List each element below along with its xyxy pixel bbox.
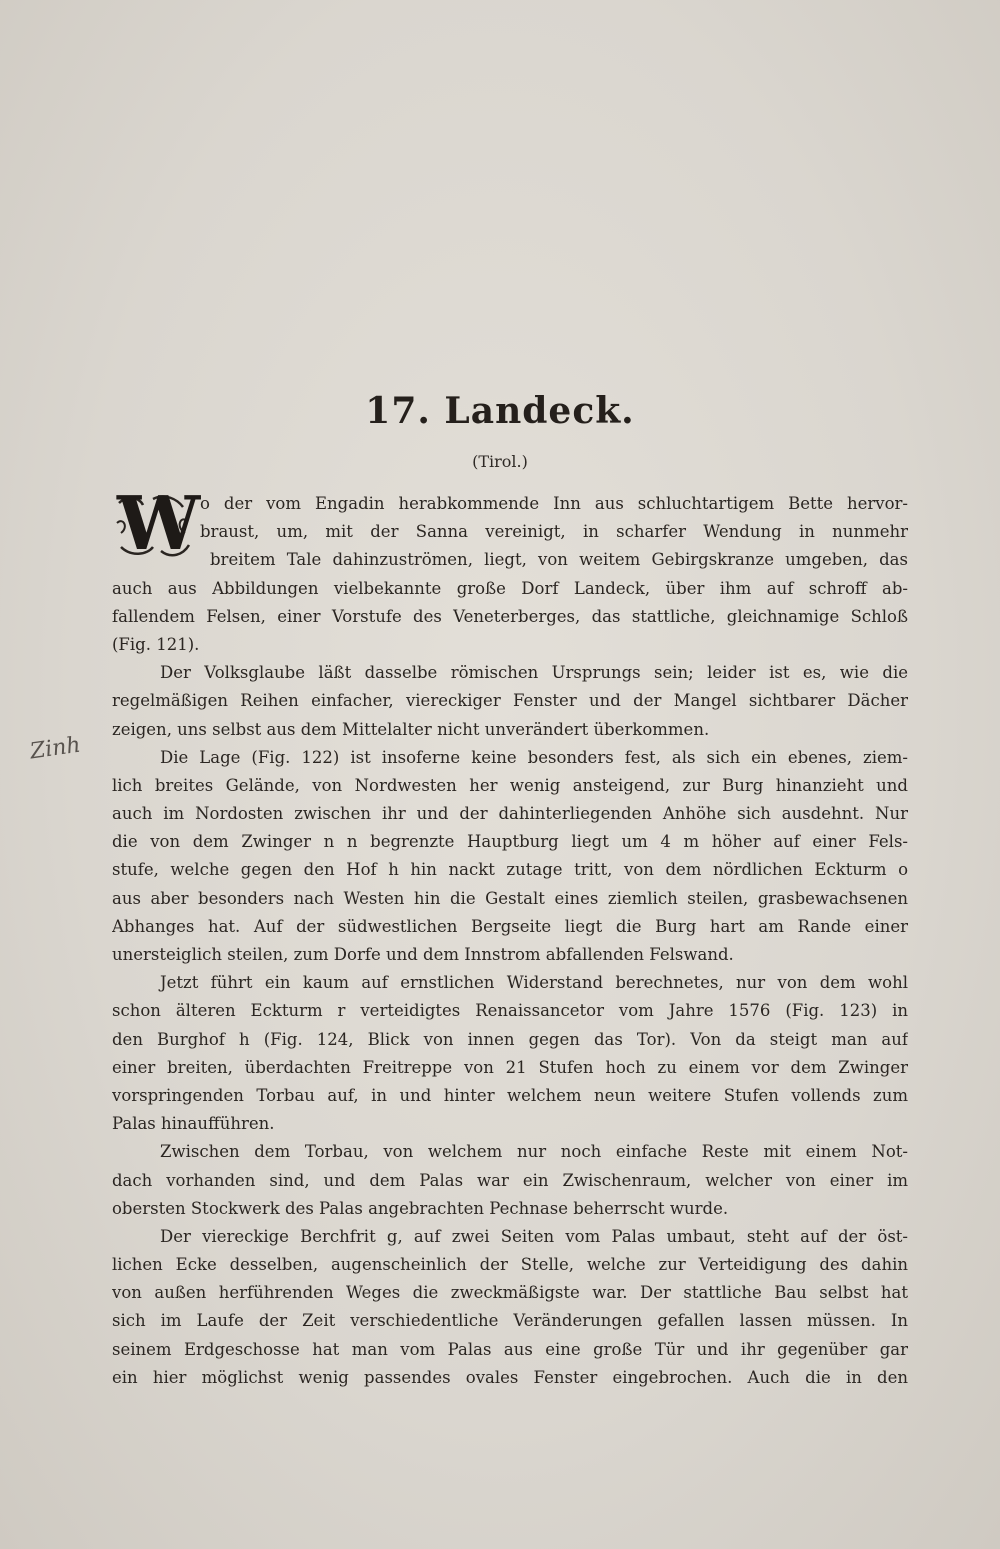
- text-line: die von dem Zwinger n n begrenzte Hauptburg liegt um 4 m höher auf einer Fels-: [112, 832, 908, 852]
- text-line: auch im Nordosten zwischen ihr und der dahinterliegenden Anhöhe sich ausdehnt. Nur: [112, 804, 908, 824]
- text-line: o der vom Engadin herabkommende Inn aus schluchtartigem Bette hervor-: [200, 494, 908, 513]
- handwritten-margin-note: Zinh: [28, 732, 83, 765]
- text-line: von außen herführenden Weges die zweckmäßigste war. Der stattliche Bau selbst hat: [112, 1283, 908, 1303]
- chapter-subtitle: (Tirol.): [472, 452, 528, 471]
- text-line: den Burghof h (Fig. 124, Blick von innen gegen das Tor). Von da steigt man auf: [112, 1029, 908, 1049]
- text-line: seinem Erdgeschosse hat man vom Palas aus eine große Tür und ihr gegenüber gar: [112, 1339, 908, 1359]
- text-line: Zwischen dem Torbau, von welchem nur noch einfache Reste mit einem Not-: [160, 1142, 908, 1162]
- drop-cap-letter: W: [117, 481, 201, 567]
- drop-cap: [112, 481, 201, 567]
- text-line: Der Volksglaube läßt dasselbe römischen Ursprungs sein; leider ist es, wie die: [160, 663, 908, 683]
- paragraph-1: [112, 481, 908, 659]
- text-line: aus aber besonders nach Westen hin die Gestalt eines ziemlich steilen, grasbewachsenen: [112, 888, 908, 908]
- paragraph-6: [112, 1223, 908, 1392]
- text-line: fallendem Felsen, einer Vorstufe des Veneterberges, das stattliche, gleichnamige Schloß: [112, 606, 908, 626]
- text-line: lich breites Gelände, von Nordwesten her wenig ansteigend, zur Burg hinanzieht und: [112, 775, 908, 795]
- text-line: schon älteren Eckturm r verteidigtes Renaissancetor vom Jahre 1576 (Fig. 123) in: [112, 1001, 908, 1021]
- body-text: [112, 481, 908, 1392]
- text-line: Abhanges hat. Auf der südwestlichen Bergseite liegt die Burg hart am Rande einer: [112, 916, 908, 936]
- paragraph-4: [112, 969, 908, 1138]
- text-line: (Fig. 121).: [112, 634, 200, 654]
- text-line: einer breiten, überdachten Freitreppe von 21 Stufen hoch zu einem vor dem Zwinger: [112, 1057, 908, 1077]
- paragraph-3: [112, 744, 908, 970]
- text-line: obersten Stockwerk des Palas angebrachten Pechnase beherrscht wurde.: [112, 1198, 729, 1218]
- text-line: lichen Ecke desselben, augenscheinlich der Stelle, welche zur Verteidigung des dahin: [112, 1255, 908, 1275]
- text-line: zeigen, uns selbst aus dem Mittelalter nicht unverändert überkommen.: [112, 719, 710, 739]
- paragraph-5: [112, 1138, 908, 1223]
- text-line: regelmäßigen Reihen einfacher, viereckiger Fenster und der Mangel sichtbarer Dächer: [112, 691, 908, 711]
- text-line: breitem Tale dahinzuströmen, liegt, von weitem Gebirgskranze umgeben, das: [210, 550, 908, 570]
- text-line: unersteiglich steilen, zum Dorfe und dem Innstrom abfallenden Felswand.: [112, 945, 734, 964]
- text-line: sich im Laufe der Zeit verschiedentliche Veränderungen gefallen lassen müssen. In: [112, 1311, 908, 1331]
- text-line: Jetzt führt ein kaum auf ernstlichen Widerstand berechnetes, nur von dem wohl: [160, 973, 908, 993]
- text-line: braust, um, mit der Sanna vereinigt, in scharfer Wendung in nunmehr: [200, 522, 908, 542]
- chapter-title: 17. Landeck.: [365, 390, 635, 432]
- text-line: Die Lage (Fig. 122) ist insoferne keine besonders fest, als sich ein ebenes, ziem-: [160, 747, 908, 767]
- text-line: Der viereckige Berchfrit g, auf zwei Seiten vom Palas umbaut, steht auf der öst-: [160, 1226, 908, 1246]
- text-line: dach vorhanden sind, und dem Palas war ein Zwischenraum, welcher von einer im: [112, 1170, 908, 1190]
- text-line: auch aus Abbildungen vielbekannte große Dorf Landeck, über ihm auf schroff ab-: [112, 578, 908, 598]
- paragraph-2: [112, 659, 908, 744]
- text-line: vorspringenden Torbau auf, in und hinter welchem neun weitere Stufen vollends zum: [112, 1085, 908, 1105]
- text-line: stufe, welche gegen den Hof h hin nackt zutage tritt, von dem nördlichen Eckturm o: [112, 860, 908, 880]
- text-line: ein hier möglichst wenig passendes ovales Fenster eingebrochen. Auch die in den: [112, 1367, 908, 1387]
- text-line: Palas hinaufführen.: [112, 1114, 275, 1134]
